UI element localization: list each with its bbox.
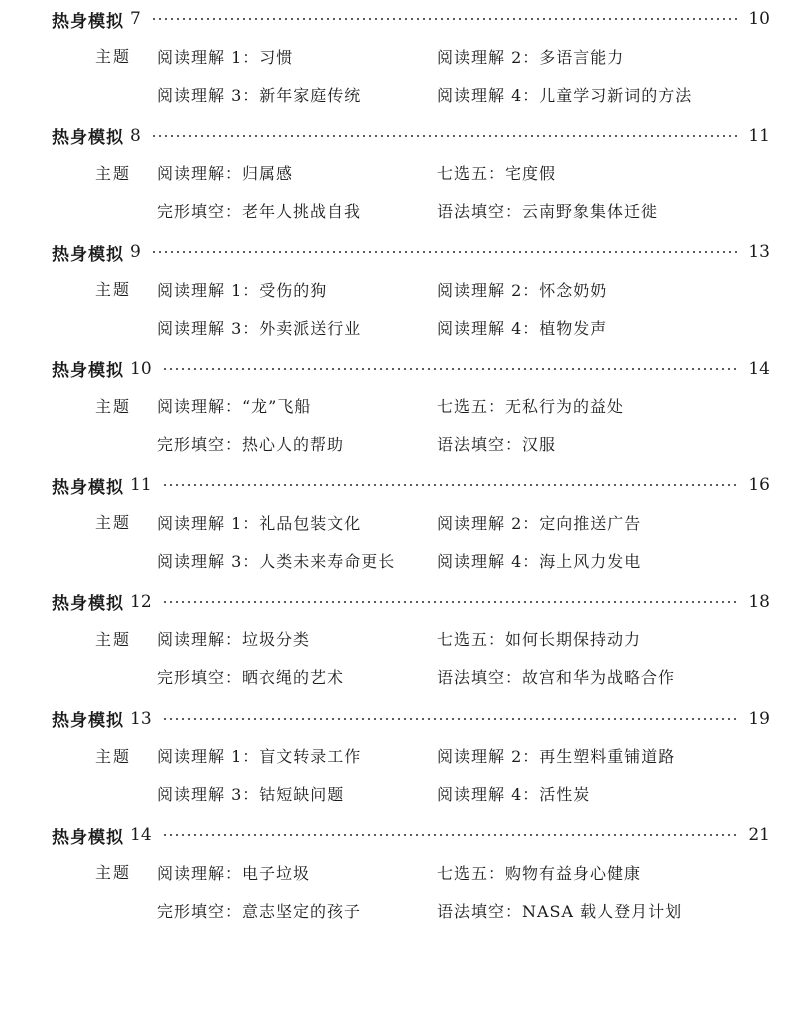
page-number: 10 xyxy=(748,9,770,29)
section-label: 热身模拟 xyxy=(52,594,124,615)
theme-label: 主题 xyxy=(95,863,132,883)
topic-item: 阅读理解 1：盲文转录工作 xyxy=(157,747,362,767)
theme-label: 主题 xyxy=(95,629,132,649)
section-number: 12 xyxy=(130,591,152,612)
topic-item: 七选五：购物有益身心健康 xyxy=(437,863,642,883)
toc-entry-heading[interactable] xyxy=(52,472,770,498)
topic-item: 阅读理解 1：习惯 xyxy=(157,47,294,67)
leader-dots xyxy=(162,368,739,370)
section-label: 热身模拟 xyxy=(52,477,124,498)
section-number: 14 xyxy=(130,825,152,846)
section-number: 10 xyxy=(130,358,152,379)
topic-item: 阅读理解 4：植物发声 xyxy=(437,318,608,338)
section-number: 7 xyxy=(130,9,141,29)
topic-item: 阅读理解 2：定向推送广告 xyxy=(437,513,642,533)
toc-entry-heading[interactable] xyxy=(52,239,770,265)
toc-section xyxy=(0,816,790,933)
toc-section xyxy=(0,466,790,583)
topic-item: 语法填空：NASA 载人登月计划 xyxy=(437,901,683,921)
section-number: 8 xyxy=(130,125,141,146)
section-label: 热身模拟 xyxy=(52,128,124,149)
topic-item: 阅读理解：“龙”飞船 xyxy=(157,397,312,417)
topic-item: 完形填空：热心人的帮助 xyxy=(157,435,345,455)
topic-item: 七选五：如何长期保持动力 xyxy=(437,630,642,650)
section-label: 热身模拟 xyxy=(52,361,124,382)
toc-section xyxy=(0,583,790,700)
toc-section xyxy=(0,233,790,350)
page-number: 16 xyxy=(748,475,770,496)
toc-section xyxy=(0,350,790,467)
topic-item: 阅读理解 2：多语言能力 xyxy=(437,47,625,67)
theme-label: 主题 xyxy=(95,163,132,183)
page-number: 11 xyxy=(748,125,770,146)
page-number: 13 xyxy=(748,242,770,263)
topic-item: 完形填空：晒衣绳的艺术 xyxy=(157,668,345,688)
topic-item: 语法填空：故宫和华为战略合作 xyxy=(437,668,676,688)
section-number: 13 xyxy=(130,708,152,729)
toc-entry-heading[interactable] xyxy=(52,706,770,732)
topic-item: 阅读理解 3：钴短缺问题 xyxy=(157,785,345,805)
leader-dots xyxy=(162,718,739,720)
topic-item: 七选五：无私行为的益处 xyxy=(437,397,625,417)
section-label: 热身模拟 xyxy=(52,244,124,265)
section-label: 热身模拟 xyxy=(52,827,124,848)
page-number: 19 xyxy=(748,708,770,729)
toc-entry-heading[interactable] xyxy=(52,356,770,382)
section-number: 11 xyxy=(130,475,152,496)
leader-dots xyxy=(162,834,739,836)
topic-item: 阅读理解 4：海上风力发电 xyxy=(437,551,642,571)
toc-entry-heading[interactable] xyxy=(52,6,770,32)
theme-label: 主题 xyxy=(95,513,132,533)
toc-section xyxy=(0,117,790,234)
toc-entry-heading[interactable] xyxy=(52,822,770,848)
topic-item: 阅读理解：电子垃圾 xyxy=(157,863,311,883)
leader-dots xyxy=(151,135,739,137)
section-label: 热身模拟 xyxy=(52,11,124,32)
topic-item: 完形填空：意志坚定的孩子 xyxy=(157,901,362,921)
leader-dots xyxy=(151,18,739,20)
topic-item: 阅读理解 3：人类未来寿命更长 xyxy=(157,551,396,571)
toc-entry-heading[interactable] xyxy=(52,123,770,149)
topic-item: 阅读理解 2：再生塑料重铺道路 xyxy=(437,747,676,767)
topic-item: 七选五：宅度假 xyxy=(437,164,557,184)
leader-dots xyxy=(162,601,739,603)
topic-item: 阅读理解：归属感 xyxy=(157,164,294,184)
topic-item: 阅读理解 4：活性炭 xyxy=(437,785,591,805)
section-label: 热身模拟 xyxy=(52,711,124,732)
topic-item: 阅读理解：垃圾分类 xyxy=(157,630,311,650)
topic-item: 阅读理解 3：外卖派送行业 xyxy=(157,318,362,338)
theme-label: 主题 xyxy=(95,746,132,766)
topic-item: 阅读理解 2：怀念奶奶 xyxy=(437,280,608,300)
page-number: 14 xyxy=(748,358,770,379)
section-number: 9 xyxy=(130,242,141,263)
leader-dots xyxy=(151,251,739,253)
theme-label: 主题 xyxy=(95,396,132,416)
toc-section xyxy=(0,0,790,117)
topic-item: 语法填空：云南野象集体迁徙 xyxy=(437,202,659,222)
topic-item: 完形填空：老年人挑战自我 xyxy=(157,202,362,222)
toc-entry-heading[interactable] xyxy=(52,589,770,615)
leader-dots xyxy=(162,484,739,486)
topic-item: 阅读理解 4：儿童学习新词的方法 xyxy=(437,85,693,105)
theme-label: 主题 xyxy=(95,280,132,300)
topic-item: 阅读理解 1：礼品包装文化 xyxy=(157,513,362,533)
theme-label: 主题 xyxy=(95,47,132,66)
page-number: 18 xyxy=(748,591,770,612)
topic-item: 语法填空：汉服 xyxy=(437,435,557,455)
topic-item: 阅读理解 1：受伤的狗 xyxy=(157,280,328,300)
toc-section xyxy=(0,700,790,817)
topic-item: 阅读理解 3：新年家庭传统 xyxy=(157,85,362,105)
page-number: 21 xyxy=(748,825,770,846)
